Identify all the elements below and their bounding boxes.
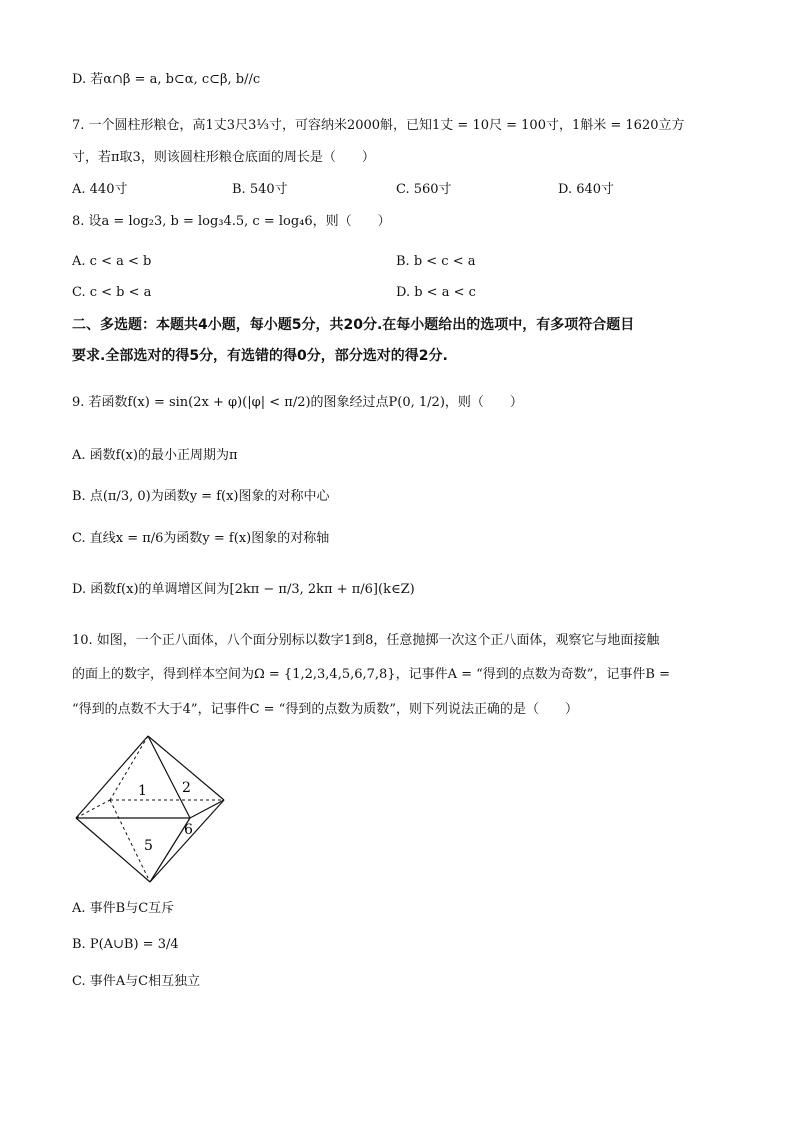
q10-stem-line3: “得到的点数不大于4”，记事件C = “得到的点数为质数”，则下列说法正确的是（ ） <box>72 702 578 717</box>
q7-option-c: C. 560寸 <box>396 182 452 197</box>
q10-stem-line1: 10. 如图，一个正八面体，八个面分别标以数字1到8，任意抛掷一次这个正八面体，观察它与地面接触 <box>72 633 660 648</box>
face-label-1: 1 <box>138 783 147 799</box>
face-label-6: 6 <box>184 822 193 838</box>
q8-option-c: C. c < b < a <box>72 285 152 300</box>
face-label-2: 2 <box>182 780 191 796</box>
q7-option-b: B. 540寸 <box>232 182 288 197</box>
q7-stem-line2: 寸，若π取3，则该圆柱形粮仓底面的周长是（ ） <box>72 150 375 165</box>
q9-option-b: B. 点(π/3, 0)为函数y = f(x)图象的对称中心 <box>72 489 330 504</box>
section2-heading-line1: 二、多选题：本题共4小题，每小题5分，共20分.在每小题给出的选项中，有多项符合题目 <box>72 317 635 333</box>
q7-option-d: D. 640寸 <box>558 182 615 197</box>
q7-option-a: A. 440寸 <box>72 182 128 197</box>
q9-option-c: C. 直线x = π/6为函数y = f(x)图象的对称轴 <box>72 531 330 546</box>
octahedron-figure <box>70 730 230 890</box>
q10-option-b: B. P(A∪B) = 3/4 <box>72 937 179 952</box>
q10-stem-line2: 的面上的数字，得到样本空间为Ω = {1,2,3,4,5,6,7,8}，记事件A = “得到的点数为奇数”，记事件B = <box>72 667 670 682</box>
q9-stem: 9. 若函数f(x) = sin(2x + φ)(|φ| < π/2)的图象经过点P(0, 1/2)，则（ ） <box>72 395 523 410</box>
q7-stem-line1: 7. 一个圆柱形粮仓，高1丈3尺3⅓寸，可容纳米2000斛，已知1丈 = 10尺 = 100寸，1斛米 = 1620立方 <box>72 118 685 133</box>
edge <box>76 818 150 882</box>
q9-option-a: A. 函数f(x)的最小正周期为π <box>72 448 238 463</box>
q10-option-c: C. 事件A与C相互独立 <box>72 974 201 989</box>
q8-option-d: D. b < a < c <box>396 285 476 300</box>
hidden-edge <box>76 800 110 818</box>
face-label-5: 5 <box>144 838 153 854</box>
edge <box>76 736 148 818</box>
q8-option-b: B. b < c < a <box>396 254 476 269</box>
q6-option-d: D. 若α∩β = a, b⊂α, c⊂β, b//c <box>72 72 261 87</box>
q10-option-a: A. 事件B与C互斥 <box>72 901 175 916</box>
section2-heading-line2: 要求.全部选对的得5分，有选错的得0分，部分选对的得2分. <box>72 348 448 364</box>
q8-option-a: A. c < a < b <box>72 254 152 269</box>
q8-stem: 8. 设a = log₂3, b = log₃4.5, c = log₄6，则（ ） <box>72 214 391 229</box>
edge <box>148 736 190 818</box>
q9-option-d: D. 函数f(x)的单调增区间为[2kπ − π/3, 2kπ + π/6](k∈Z) <box>72 582 415 597</box>
edge <box>190 800 224 818</box>
